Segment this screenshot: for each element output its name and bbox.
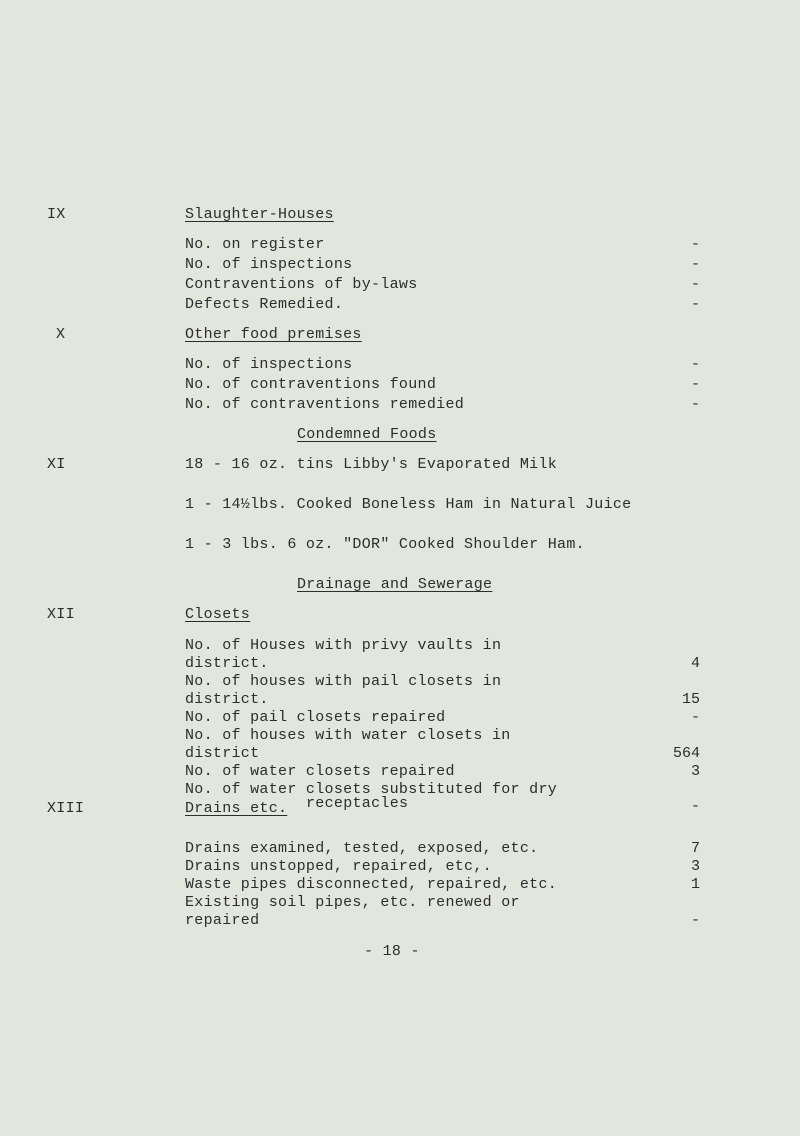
ix-row-label: Defects Remedied. — [185, 296, 344, 313]
xii-row-label: No. of houses with pail closets in — [185, 673, 502, 690]
page-number: - 18 - — [364, 943, 420, 960]
ix-row-value: - — [690, 276, 700, 293]
xiii-row-value: 7 — [690, 840, 700, 857]
section-numeral-xii: XII — [47, 606, 75, 623]
xii-row-value: 3 — [690, 763, 700, 780]
section-heading-closets: Closets — [185, 606, 251, 623]
section-heading-drains: Drains etc. — [185, 800, 288, 817]
xiii-row-label: Existing soil pipes, etc. renewed or — [185, 894, 520, 911]
xii-row-value: 564 — [672, 745, 700, 762]
ix-row-label: No. of inspections — [185, 256, 353, 273]
ix-row-label: No. on register — [185, 236, 325, 253]
x-row-value: - — [690, 356, 700, 373]
xii-row-label: No. of pail closets repaired — [185, 709, 446, 726]
x-row-value: - — [690, 376, 700, 393]
xiii-row-label: Drains unstopped, repaired, etc,. — [185, 858, 492, 875]
xii-row-label-cont: district — [185, 745, 260, 762]
xii-row-value: 4 — [690, 655, 700, 672]
ix-row-value: - — [690, 236, 700, 253]
xiii-row-value: 3 — [690, 858, 700, 875]
xii-row-value: - — [690, 798, 700, 815]
section-numeral-x: X — [56, 326, 66, 343]
xiii-row-label-cont: repaired — [185, 912, 260, 929]
section-heading-slaughter-houses: Slaughter-Houses — [185, 206, 334, 223]
xii-row-value: 15 — [681, 691, 700, 708]
x-row-label: No. of inspections — [185, 356, 353, 373]
xiii-row-value: 1 — [690, 876, 700, 893]
xii-row-label: No. of water closets repaired — [185, 763, 455, 780]
section-numeral-xiii: XIII — [47, 800, 85, 817]
ix-row-value: - — [690, 256, 700, 273]
condemned-food-item: 1 - 3 lbs. 6 oz. "DOR" Cooked Shoulder Ham. — [185, 536, 585, 553]
x-row-value: - — [690, 396, 700, 413]
ix-row-label: Contraventions of by-laws — [185, 276, 418, 293]
section-heading-condemned-foods: Condemned Foods — [297, 426, 437, 443]
section-title-drainage-and-sewerage: Drainage and Sewerage — [297, 576, 493, 593]
condemned-food-item: 18 - 16 oz. tins Libby's Evaporated Milk — [185, 456, 558, 473]
xii-row-label-cont: district. — [185, 655, 269, 672]
xii-row-label: No. of houses with water closets in — [185, 727, 511, 744]
xii-row-label-cont: receptacles — [306, 795, 409, 812]
xiii-row-label: Waste pipes disconnected, repaired, etc. — [185, 876, 558, 893]
section-heading-other-food-premises: Other food premises — [185, 326, 362, 343]
section-numeral-xi: XI — [47, 456, 66, 473]
xii-row-label: No. of water closets substituted for dry — [185, 781, 558, 798]
ix-row-value: - — [690, 296, 700, 313]
x-row-label: No. of contraventions found — [185, 376, 437, 393]
x-row-label: No. of contraventions remedied — [185, 396, 465, 413]
xiii-row-label: Drains examined, tested, exposed, etc. — [185, 840, 539, 857]
condemned-food-item: 1 - 14½lbs. Cooked Boneless Ham in Natural Juice — [185, 496, 632, 513]
section-numeral-ix: IX — [47, 206, 66, 223]
xiii-row-value: - — [690, 912, 700, 929]
xii-row-label: No. of Houses with privy vaults in — [185, 637, 502, 654]
xii-row-label-cont: district. — [185, 691, 269, 708]
xii-row-value: - — [690, 709, 700, 726]
